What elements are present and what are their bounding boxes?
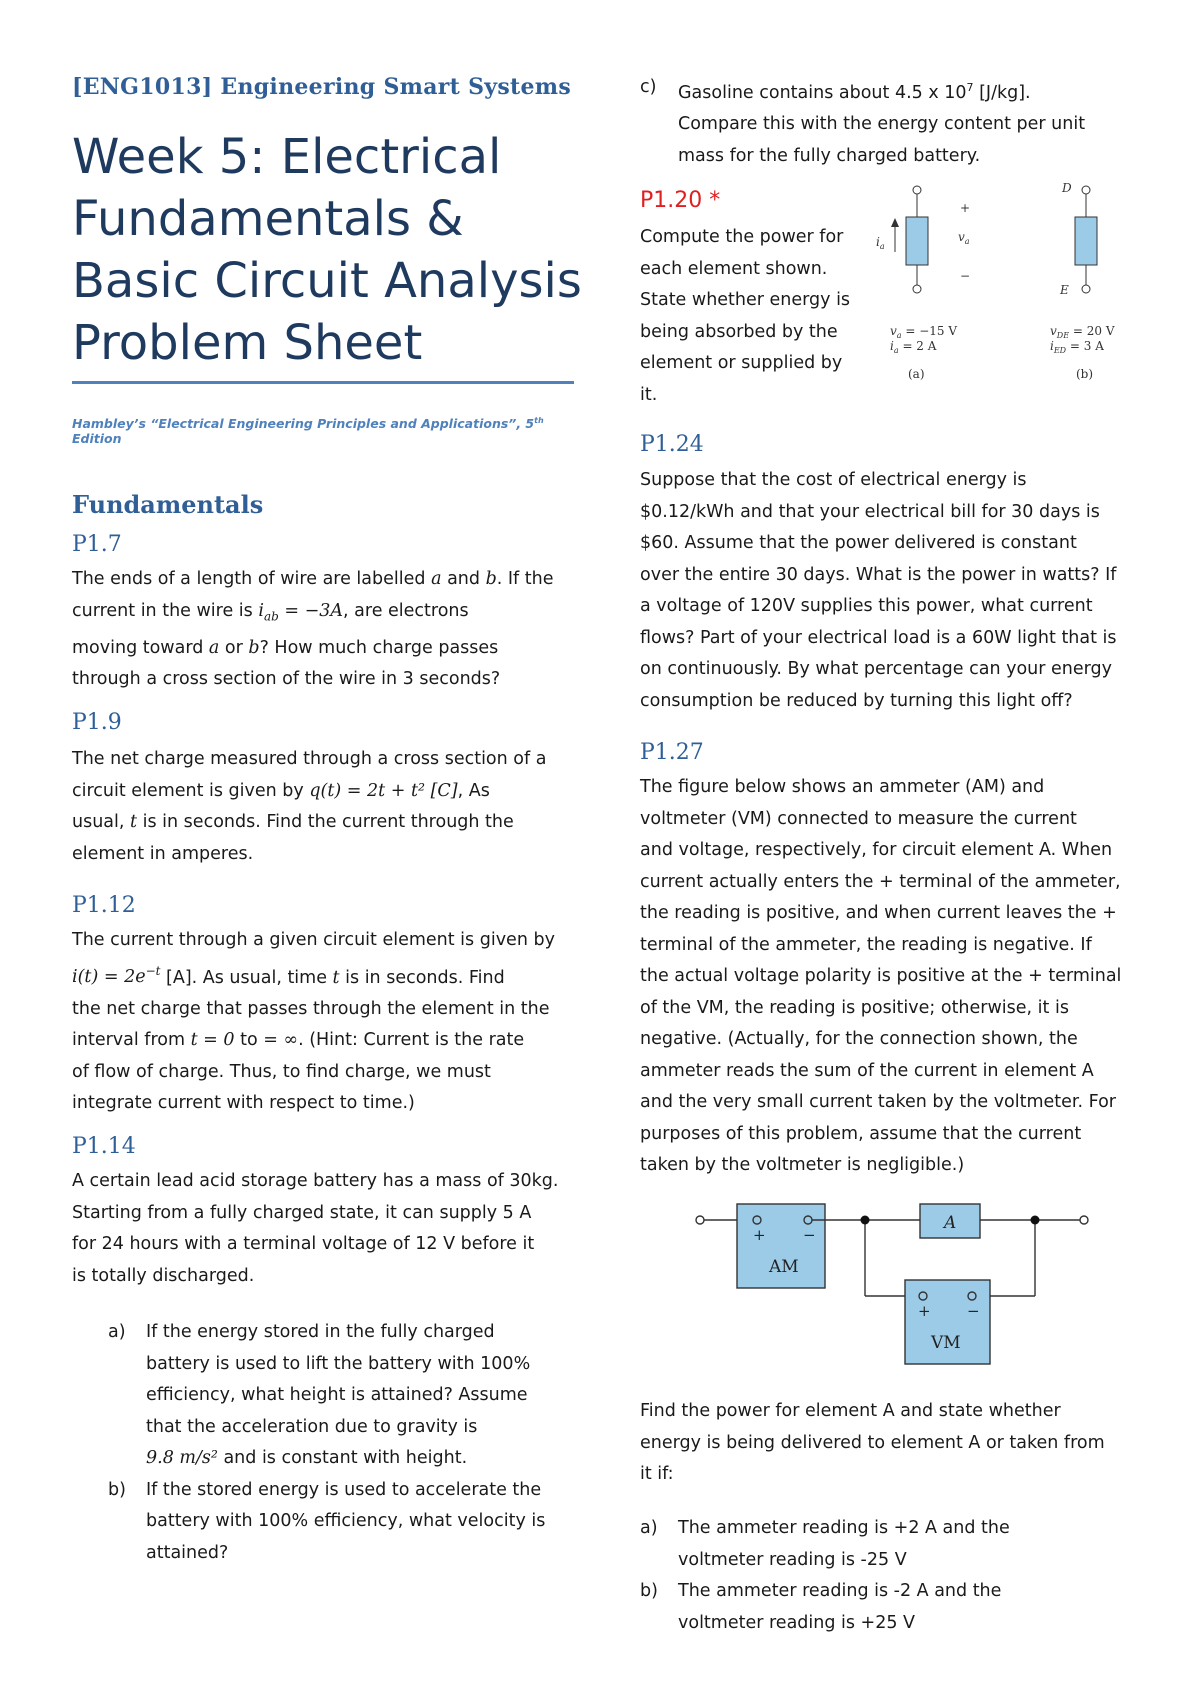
caption-b: (b) xyxy=(1076,367,1094,381)
p1-14-subpart-c xyxy=(604,72,1144,172)
list-item: a) The ammeter reading is +2 A and the voltmeter reading is -25 V xyxy=(640,1518,1010,1570)
node-e-label: E xyxy=(1060,283,1069,297)
ammeter-voltmeter-circuit xyxy=(695,1200,1095,1370)
node-d-label: D xyxy=(1062,181,1072,195)
list-item: b) If the stored energy is used to accelerate the battery with 100% efficiency, what velocity is attained? xyxy=(108,1479,546,1563)
voltmeter-plus: + xyxy=(918,1302,931,1320)
value-ia: $i_a = 2$ A xyxy=(890,339,937,355)
problem-label-p1-27: P1.27 xyxy=(640,740,704,765)
element-b-box xyxy=(1075,217,1097,265)
title-rule xyxy=(72,381,574,384)
voltmeter-label: VM xyxy=(931,1333,961,1353)
textbook-reference: Hambley’s “Electrical Engineering Principles and Applications”, 5th Edition xyxy=(72,416,544,447)
section-fundamentals: Fundamentals xyxy=(72,490,264,519)
problem-label-p1-7: P1.7 xyxy=(72,532,122,557)
problem-text-p1-14: A certain lead acid storage battery has a mass of 30kg. Starting from a fully charged state, it can supply 5 A for 24 hours with a terminal voltage of 12 V before it is totally discharged. xyxy=(72,1171,559,1286)
p1-27-subparts xyxy=(604,1513,1144,1639)
list-item: b) The ammeter reading is -2 A and the voltmeter reading is +25 V xyxy=(640,1581,1002,1633)
minus-sign-a: − xyxy=(960,269,971,283)
caption-a: (a) xyxy=(908,367,925,381)
p1-27-question: Find the power for element A and state whether energy is being delivered to element A or taken from it if: xyxy=(640,1401,1105,1484)
terminal-b-bottom xyxy=(1082,285,1090,293)
terminal-b-top xyxy=(1082,186,1090,194)
output-terminal xyxy=(1080,1216,1088,1224)
ammeter-minus: − xyxy=(803,1226,816,1244)
ammeter-label: AM xyxy=(769,1257,799,1277)
voltmeter-minus: − xyxy=(967,1302,980,1320)
page-title xyxy=(72,126,592,374)
element-figure xyxy=(876,180,1145,395)
title-line-3: Basic Circuit Analysis xyxy=(72,253,582,309)
problem-label-p1-12: P1.12 xyxy=(72,893,136,918)
current-label-a: $i_a$ xyxy=(876,235,885,251)
problem-text-p1-12: The current through a given circuit element is given by $i(t) = 2e^{-t}$ [A]. As usual, time t is in seconds. Find the net charge that passes through the element in the interval from t = 0 to = ∞. (Hint: Current is the rate of flow of charge. Thus, to find charge, we must integrate current with respect to time.) xyxy=(72,930,555,1114)
problem-text-p1-9: The net charge measured through a cross section of a circuit element is given by q(t) = 2t + t² [C], As usual, t is in seconds. Find the current through the element in amperes. xyxy=(72,749,547,864)
input-terminal xyxy=(696,1216,704,1224)
p1-14-subparts xyxy=(72,1317,582,1569)
junction-left xyxy=(861,1216,870,1225)
element-a-label: A xyxy=(944,1213,957,1233)
problem-label-p1-9: P1.9 xyxy=(72,710,122,735)
list-item: c) Gasoline contains about 4.5 x $10^7$ [J/kg]. Compare this with the energy content per unit mass for the fully charged battery. xyxy=(640,77,1086,166)
junction-right xyxy=(1031,1216,1040,1225)
problem-text-p1-20: Compute the power for each element shown. State whether energy is being absorbed by the element or supplied by it. xyxy=(640,227,851,405)
element-a-box xyxy=(906,217,928,265)
value-va: $v_a = -15$ V xyxy=(890,324,958,340)
value-vde: $v_{DE} = 20$ V xyxy=(1050,324,1115,340)
title-line-4: Problem Sheet xyxy=(72,315,423,371)
list-item: a) If the energy stored in the fully charged battery is used to lift the battery with 100% efficiency, what height is attained? Assume that the acceleration due to gravity is 9.8 m/s² and is constant with height. xyxy=(108,1322,531,1468)
terminal-a-top xyxy=(913,186,921,194)
voltage-label-a: $v_a$ xyxy=(958,230,970,246)
problem-label-p1-20: P1.20 * xyxy=(640,188,721,213)
course-title: [ENG1013] Engineering Smart Systems xyxy=(72,74,572,100)
plus-sign-a: + xyxy=(960,201,971,215)
problem-text-p1-7: The ends of a length of wire are labelled a and b. If the current in the wire is $i_{ab} = -3A$, are electrons moving toward a or b? How much charge passes through a cross section of the wire in 3 seconds? xyxy=(72,569,554,689)
problem-label-p1-24: P1.24 xyxy=(640,432,704,457)
problem-label-p1-14: P1.14 xyxy=(72,1134,136,1159)
title-line-1: Week 5: Electrical xyxy=(72,129,502,185)
title-line-2: Fundamentals & xyxy=(72,191,464,247)
terminal-a-bottom xyxy=(913,285,921,293)
problem-text-p1-24: Suppose that the cost of electrical energy is $0.12/kWh and that your electrical bill for 30 days is $60. Assume that the power delivered is constant over the entire 30 days. What is the power in watts? If a voltage of 120V supplies this power, what current flows? Part of your electrical load is a 60W light that is on continuously. By what percentage can your energy consumption be reduced by turning this light off? xyxy=(640,470,1117,711)
value-ied: $i_{ED} = 3$ A xyxy=(1050,339,1104,355)
problem-text-p1-27: The figure below shows an ammeter (AM) and voltmeter (VM) connected to measure the current and voltage, respectively, for circuit element A. When current actually enters the + terminal of the ammeter, the reading is positive, and when current leaves the + terminal of the ammeter, the reading is negative. If the actual voltage polarity is positive at the + terminal of the VM, the reading is positive; otherwise, it is negative. (Actually, for the connection shown, the ammeter reads the sum of the current in element A and the very small current taken by the voltmeter. For purposes of this problem, assume that the current taken by the voltmeter is negligible.) xyxy=(640,777,1122,1175)
ammeter-plus: + xyxy=(753,1226,766,1244)
